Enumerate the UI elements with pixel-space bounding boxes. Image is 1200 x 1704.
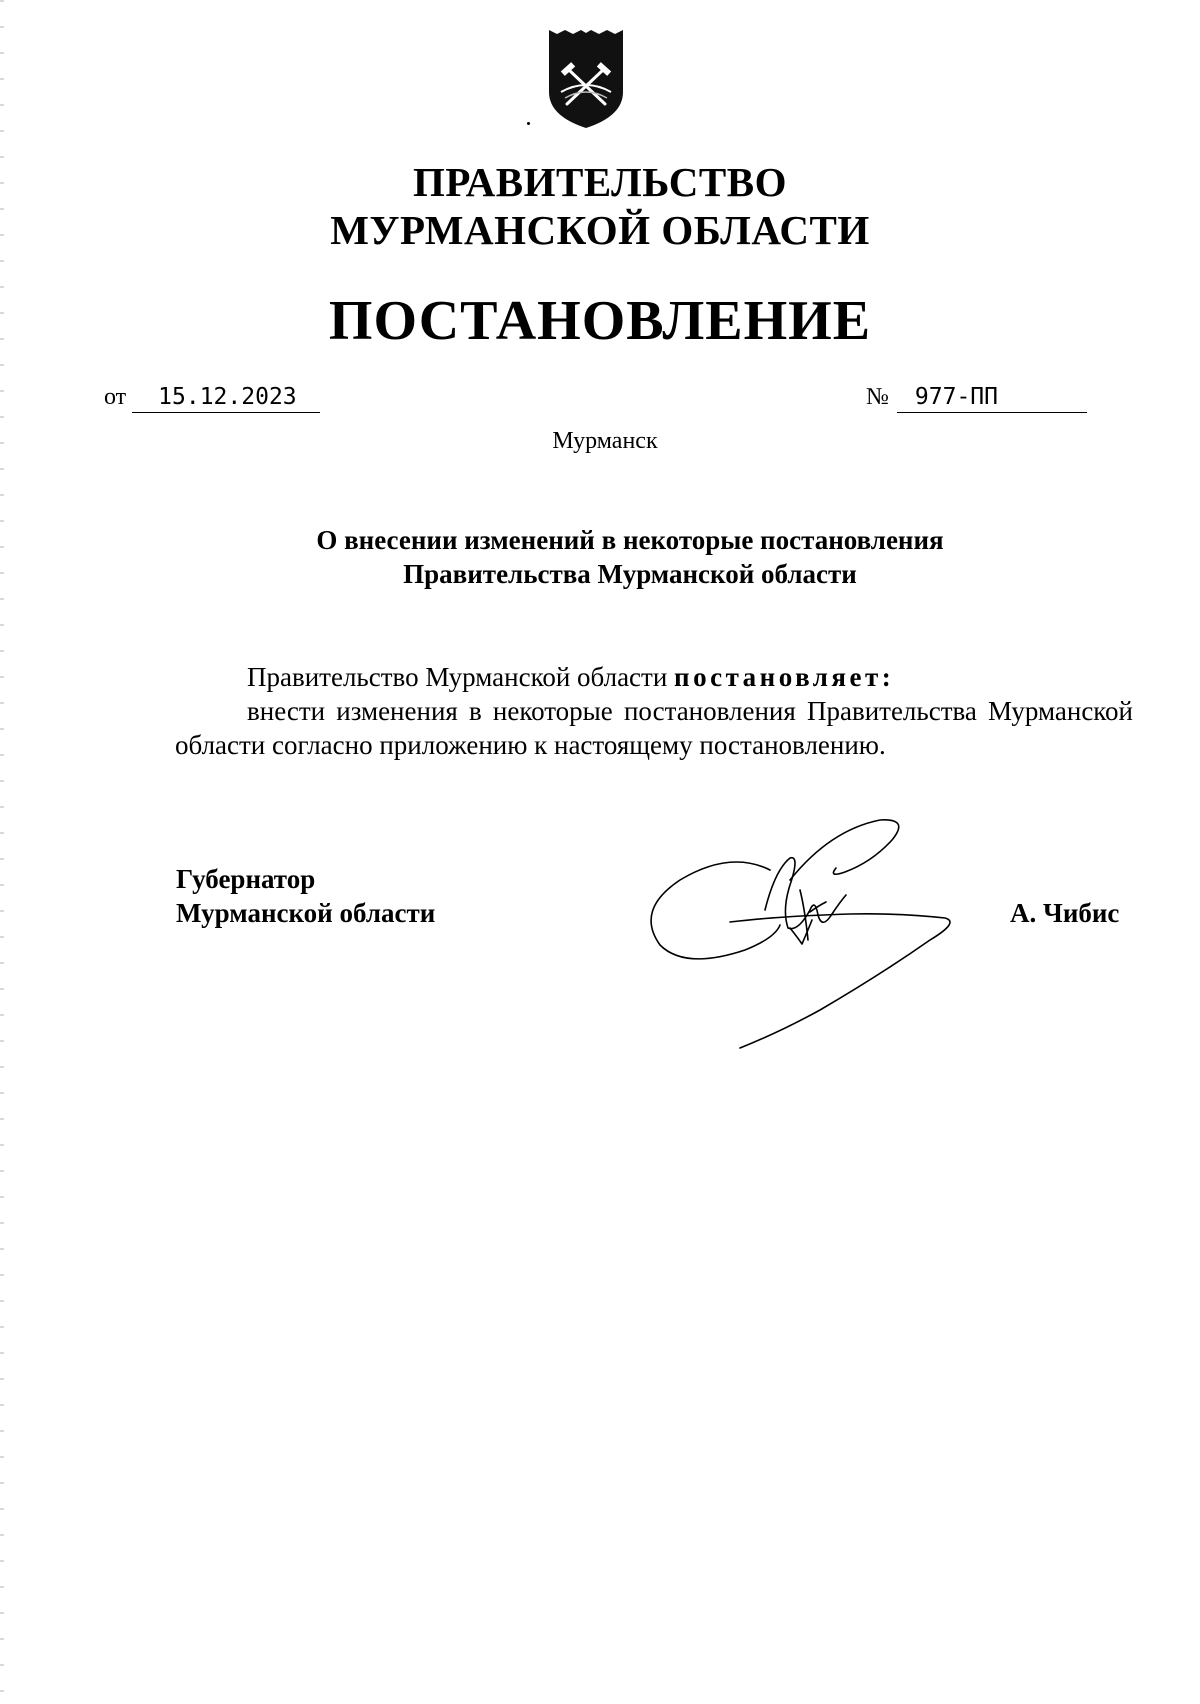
document-subject: [280, 523, 980, 591]
scan-margin-marks: [0, 0, 4, 1704]
body-p1-text: Правительство Мурманской области: [247, 662, 675, 692]
coat-of-arms-icon: [543, 30, 629, 132]
city-name: Мурманск: [552, 428, 658, 454]
signer-name: А. Чибис: [1010, 898, 1120, 928]
subject-line-1: О внесении изменений в некоторые постановления: [316, 525, 944, 555]
org-name-line-1: ПРАВИТЕЛЬСТВО: [412, 159, 788, 205]
number-prefix: №: [866, 384, 889, 410]
document-type-title: ПОСТАНОВЛЕНИЕ: [328, 290, 872, 352]
body-p1-emphasis: постановляет:: [674, 662, 895, 692]
signer-position-line-2: Мурманской области: [176, 898, 436, 928]
signer-position-line-1: Губернатор: [176, 864, 316, 894]
org-name-line-2: МУРМАНСКОЙ ОБЛАСТИ: [330, 207, 870, 253]
signer-position: [176, 862, 435, 930]
number-field: [866, 382, 1087, 413]
handwritten-signature: [640, 810, 980, 1050]
body-paragraph-1: [175, 660, 1133, 694]
date-prefix: от: [104, 384, 127, 410]
number-value: 977-ПП: [897, 382, 1087, 413]
subject-line-2: Правительства Мурманской области: [403, 559, 857, 589]
date-value: 15.12.2023: [132, 382, 320, 413]
date-field: [104, 382, 320, 413]
body-paragraph-2: внести изменения в некоторые постановления Правительства Мурманской области согласно приложению к настоящему постановлению.: [175, 696, 1133, 760]
scan-speck: [527, 122, 530, 125]
